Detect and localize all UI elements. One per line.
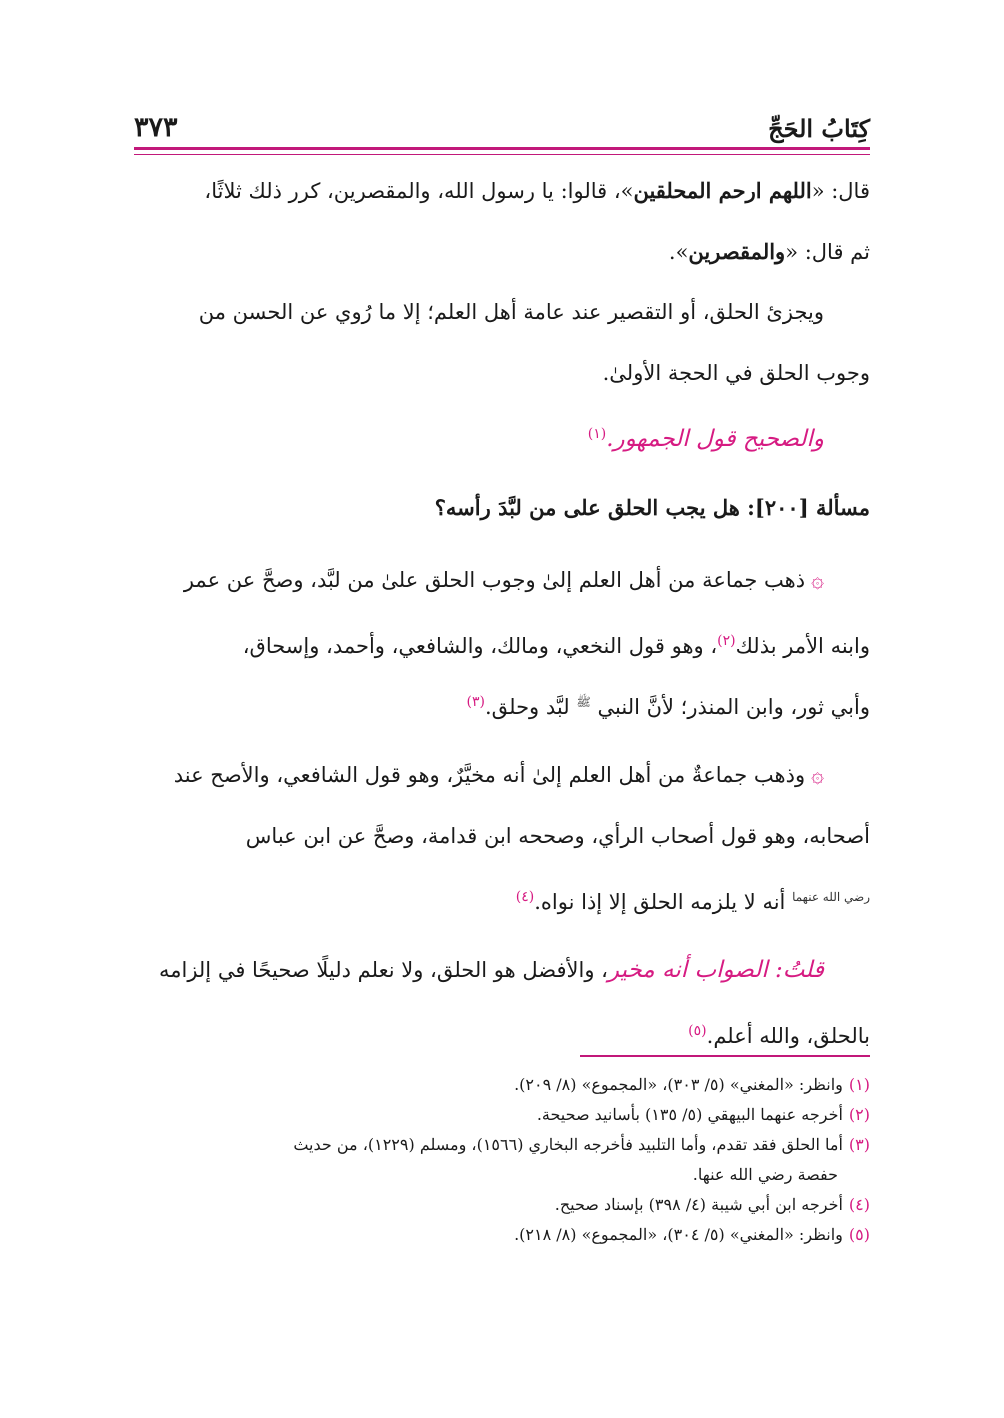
footnote-number: (٥) — [848, 1225, 870, 1244]
p3-line — [134, 404, 870, 465]
footnote-4 — [134, 1190, 870, 1220]
p6-line2 — [134, 1001, 870, 1062]
text-run: ، والأفضل هو الحلق، ولا نعلم دليلًا صحيحًا في إلزامه — [158, 958, 608, 982]
p4-line3 — [134, 672, 870, 733]
text-run: ، وهو قول النخعي، ومالك، والشافعي، وأحمد، وإسحاق، — [242, 634, 718, 658]
p2-line2: وجوب الحلق في الحجة الأولىٰ. — [602, 361, 870, 385]
page-number: ٣٧٣ — [134, 112, 178, 143]
body-text — [134, 160, 870, 1062]
footnote-number: (١) — [848, 1075, 870, 1094]
text-run: ثم قال: « — [785, 240, 870, 264]
header-rule-thick — [134, 147, 870, 150]
p1-line2 — [134, 221, 870, 282]
spacer — [134, 465, 870, 477]
p2-line1: ويجزئ الحلق، أو التقصير عند عامة أهل العلم؛ إلا ما رُوي عن الحسن من — [198, 300, 824, 324]
footnote-ref: (١) — [587, 426, 607, 442]
footnote-number: (٢) — [848, 1105, 870, 1124]
footnote-text: وانظر: «المغني» (٥/ ٣٠٤)، «المجموع» (٨/ ٢١٨). — [514, 1225, 843, 1244]
footnote-ref: (٤) — [515, 889, 535, 905]
p4-line2 — [134, 611, 870, 672]
p6-line1 — [134, 940, 870, 1001]
footnote-number: (٣) — [848, 1135, 870, 1154]
p5-line1 — [134, 745, 870, 806]
text-run: وابنه الأمر بذلك — [735, 634, 870, 658]
footnote-ref: (٥) — [688, 1023, 707, 1039]
text-run: أنه لا يلزمه الحلق إلا إذا نواه. — [534, 890, 786, 914]
footnote-number: (٤) — [848, 1195, 870, 1214]
p1-line1 — [134, 160, 870, 221]
spacer — [134, 538, 870, 550]
footnote-3 — [134, 1130, 870, 1160]
spacer — [134, 928, 870, 940]
issue-heading: مسألة [٢٠٠]: هل يجب الحلق على من لبَّدَ رأسه؟ — [434, 495, 870, 520]
text-run: »، قالوا: يا رسول الله، والمقصرين، كرر ذلك ثلاثًا، — [204, 179, 634, 203]
flower-ornament-icon: ۞ — [811, 763, 824, 788]
running-head — [134, 110, 870, 150]
hadith-quote: والمقصرين — [688, 239, 786, 264]
honorific-glyph: ﷺ — [576, 695, 591, 709]
text-run: قال: « — [811, 179, 870, 203]
footnotes — [134, 1070, 870, 1250]
honorific-glyph: رضي الله عنهما — [792, 890, 870, 904]
text-run: وأبي ثور، وابن المنذر؛ لأنَّ النبي — [597, 695, 870, 719]
footnote-text: أخرجه عنهما البيهقي (٥/ ١٣٥) بأسانيد صحيحة. — [536, 1105, 843, 1124]
text-run: ذهب جماعة من أهل العلم إلىٰ وجوب الحلق علىٰ من لبَّد، وصحَّ عن عمر — [183, 568, 806, 592]
footnote-5 — [134, 1220, 870, 1250]
footnote-separator — [580, 1055, 870, 1057]
author-opinion-text: قلتُ: الصواب أنه مخير — [607, 957, 824, 983]
flower-ornament-icon: ۞ — [811, 568, 824, 593]
text-run: ». — [668, 240, 689, 264]
footnote-ref: (٢) — [717, 633, 736, 649]
p5-line2: أصحابه، وهو قول أصحاب الرأي، وصححه ابن قدامة، وصحَّ عن ابن عباس — [245, 824, 870, 848]
preferred-view-text: والصحيح قول الجمهور. — [606, 426, 824, 452]
footnote-1 — [134, 1070, 870, 1100]
header-rule-thin — [134, 154, 870, 155]
text-run: بالحلق، والله أعلم. — [706, 1024, 870, 1048]
p5-line3 — [134, 867, 870, 928]
text-run: لبَّد وحلق. — [484, 695, 570, 719]
footnote-2 — [134, 1100, 870, 1130]
p4-line1 — [134, 550, 870, 611]
footnote-3-cont: حفصة رضي الله عنها. — [692, 1165, 838, 1184]
footnote-ref: (٣) — [466, 694, 485, 710]
chapter-title: كِتَابُ الحَجِّ — [768, 114, 870, 143]
footnote-text: أخرجه ابن أبي شيبة (٤/ ٣٩٨) بإسناد صحيح. — [554, 1195, 843, 1214]
footnote-text: أما الحلق فقد تقدم، وأما التلبيد فأخرجه البخاري (١٥٦٦)، ومسلم (١٢٢٩)، من حديث — [293, 1135, 843, 1154]
text-run: وذهب جماعةٌ من أهل العلم إلىٰ أنه مخيَّرٌ، وهو قول الشافعي، والأصح عند — [173, 763, 806, 787]
spacer — [134, 733, 870, 745]
footnote-text: وانظر: «المغني» (٥/ ٣٠٣)، «المجموع» (٨/ ٢٠٩). — [514, 1075, 843, 1094]
hadith-quote: اللهم ارحم المحلقين — [633, 178, 812, 203]
